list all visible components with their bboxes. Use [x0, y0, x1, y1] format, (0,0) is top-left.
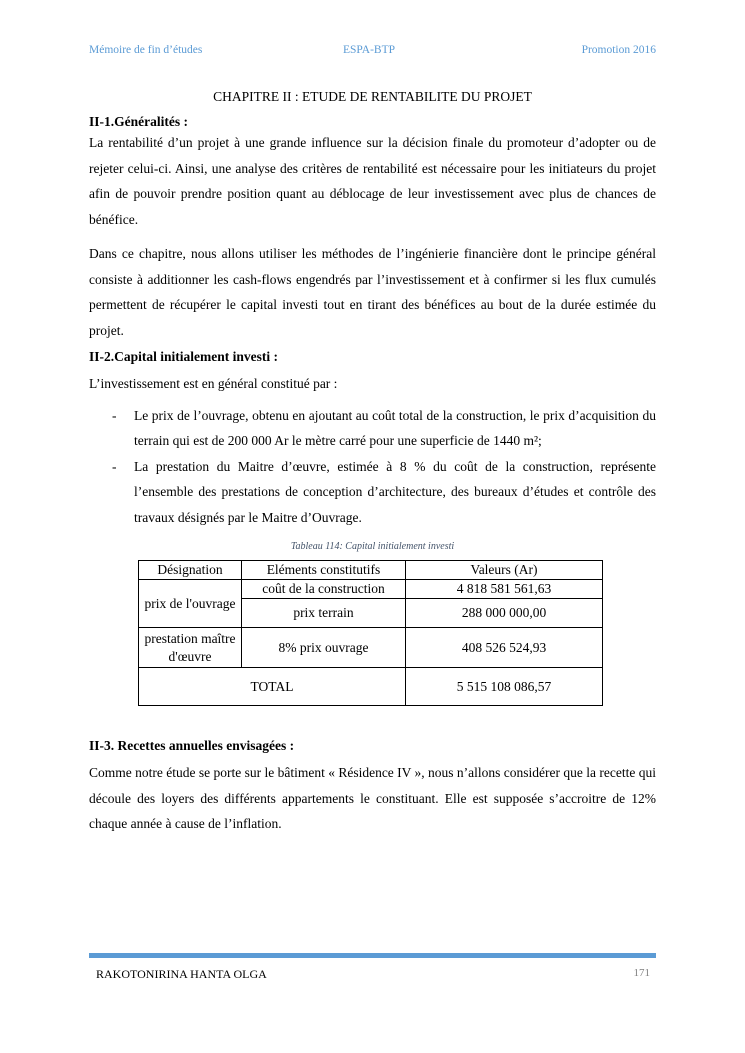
list-item-text: La prestation du Maitre d’œuvre, estimée à 8 % du coût de la construction, représente l’ensemble des prestations de conception d’architecture, des bureaux d’études et contrôle des travaux désignés par le Maitre d’Ouvrage.	[134, 458, 656, 525]
footer-divider	[89, 953, 656, 958]
table-cell-designation: prestation maître d'œuvre	[139, 628, 242, 668]
table-cell-designation: prix de l'ouvrage	[139, 580, 242, 628]
capital-table	[138, 560, 603, 706]
list-item	[89, 454, 656, 531]
paragraph-generalites-1: La rentabilité d’un projet à une grande influence sur la décision finale du promoteur d’adopter ou de rejeter celui-ci. Ainsi, une analyse des critères de rentabilité est nécessaire pour les initiateurs du projet afin de pouvoir prendre position quant au déblocage de leur investissement avec plus de chances de bénéfice.	[89, 135, 656, 227]
table-row	[139, 580, 603, 599]
table-row	[139, 628, 603, 668]
footer-author: RAKOTONIRINA HANTA OLGA	[96, 967, 267, 981]
table-total-value: 5 515 108 086,57	[406, 668, 603, 706]
header-right: Promotion 2016	[581, 44, 656, 56]
table-cell-value: 288 000 000,00	[406, 599, 603, 628]
table-cell-value: 408 526 524,93	[406, 628, 603, 668]
table-cell-element: 8% prix ouvrage	[242, 628, 406, 668]
page-content	[89, 88, 656, 837]
list-item-text: Le prix de l’ouvrage, obtenu en ajoutant au coût total de la construction, le prix d’acquisition du terrain qui est de 200 000 Ar le mètre carré pour une superficie de 1440 m²;	[134, 407, 656, 448]
bullet-dash: -	[112, 458, 117, 474]
paragraph-generalites-2: Dans ce chapitre, nous allons utiliser les méthodes de l’ingénierie financière dont le principe général consiste à additionner les cash-flows engendrés par l’investissement et à confirmer si les flux cumulés permettent de récupérer le capital investi tout en tirant des bénéfices au bout de la durée estimée du projet.	[89, 246, 656, 338]
chapter-title: CHAPITRE II : ETUDE DE RENTABILITE DU PROJET	[213, 89, 532, 104]
table-cell-element: prix terrain	[242, 599, 406, 628]
list-item	[89, 403, 656, 454]
table-cell-value: 4 818 581 561,63	[406, 580, 603, 599]
bullet-list	[89, 403, 656, 531]
table-caption: Tableau 114: Capital initialement investi	[290, 541, 455, 552]
section-heading-generalites: II-1.Généralités :	[89, 114, 188, 129]
section-heading-recettes: II-3. Recettes annuelles envisagées :	[89, 738, 295, 753]
section-heading-capital: II-2.Capital initialement investi :	[89, 349, 278, 364]
table-header-cell: Eléments constitutifs	[242, 561, 406, 580]
table-cell-element: coût de la construction	[242, 580, 406, 599]
table-header-cell: Désignation	[139, 561, 242, 580]
table-header-cell: Valeurs (Ar)	[406, 561, 603, 580]
page-number: 171	[633, 967, 650, 979]
bullet-dash: -	[112, 407, 117, 423]
header-center: ESPA-BTP	[343, 44, 395, 56]
table-header-row	[139, 561, 603, 580]
table-total-row	[139, 668, 603, 706]
paragraph-recettes: Comme notre étude se porte sur le bâtiment « Résidence IV », nous n’allons considérer que la recette qui découle des loyers des différents appartements le constituant. Elle est supposée s’accroitre de 12% chaque année à cause de l’inflation.	[89, 765, 656, 831]
paragraph-capital-intro: L’investissement est en général constitué par :	[89, 376, 338, 391]
table-total-label: TOTAL	[139, 668, 406, 706]
header-left: Mémoire de fin d’études	[89, 44, 203, 56]
